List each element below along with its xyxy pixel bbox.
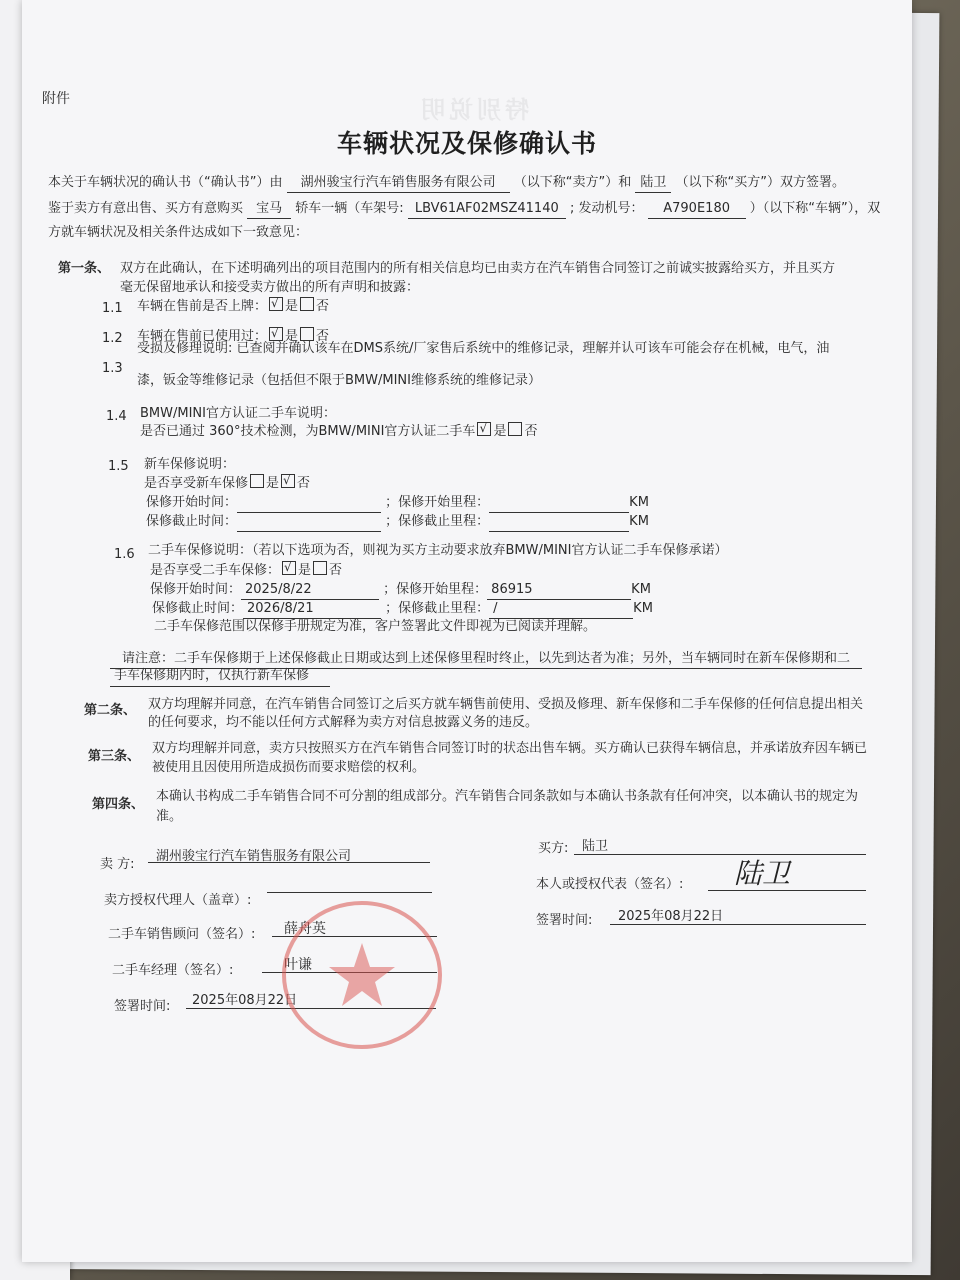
- used-warranty-start-time-field[interactable]: 2025/8/22: [241, 581, 379, 600]
- new-warranty-start-time: 保修开始时间： ；保修开始里程： KM: [146, 494, 649, 513]
- article-3-label: 第三条、: [88, 749, 141, 764]
- bleed-through-text: 特别说明: [417, 96, 529, 124]
- used-warranty-yes-checkbox[interactable]: [282, 561, 296, 575]
- article-2-text-cont: 的任何要求，均不能以任何方式解释为卖方对信息披露义务的违反。: [148, 715, 539, 730]
- item-1-6-title: 二手车保修说明：（若以下选项为否，则视为买方主动要求放弃BMW/MINI官方认证二手车保修承诺）: [148, 543, 728, 558]
- article-1-text: 双方在此确认，在下述明确列出的项目范围内的所有相关信息均已由卖方在汽车销售合同签订之前诚实披露给买方，并且买方: [120, 261, 836, 276]
- item-1-3-number: 1.3: [102, 361, 123, 376]
- brand-field: 宝马: [247, 200, 291, 219]
- used-no-checkbox[interactable]: [300, 327, 314, 341]
- used-warranty-end-time-field[interactable]: 2026/8/21: [243, 600, 381, 619]
- seller-line: [148, 862, 430, 863]
- buyer-value: 陆卫: [582, 839, 609, 854]
- item-1-3-text-cont: 漆，钣金等维修记录（包括但不限于BMW/MINI维修系统的维修记录）: [137, 373, 541, 388]
- item-1-5-question: 是否享受新车保修 是√ 否: [144, 474, 310, 493]
- engine-number-field: A790E180: [648, 200, 746, 219]
- article-4-text: 本确认书构成二手车销售合同不可分割的组成部分。汽车销售合同条款如与本确认书条款有任何冲突，以本确认书的规定为: [156, 789, 859, 804]
- new-warranty-yes-checkbox[interactable]: [250, 474, 264, 488]
- vin-field: LBV61AF02MSZ41140: [408, 200, 566, 219]
- manager-signature: 叶谦: [284, 957, 312, 973]
- article-1-label: 第一条、: [58, 261, 111, 276]
- buyer-rep-label: 本人或授权代表（签名）:: [536, 877, 684, 892]
- sales-advisor-signature: 薛舟英: [284, 921, 326, 937]
- seller-date-label: 签署时间:: [114, 999, 171, 1014]
- buyer-date-line: [610, 924, 866, 925]
- item-1-5-title: 新车保修说明：: [144, 457, 236, 472]
- item-1-2-number: 1.2: [102, 331, 123, 346]
- new-warranty-end-km-field[interactable]: [489, 513, 629, 532]
- article-2-label: 第二条、: [84, 703, 137, 718]
- new-warranty-end-time-field[interactable]: [237, 513, 381, 532]
- item-1-6-number: 1.6: [114, 547, 135, 562]
- seller-agent-line: [267, 892, 432, 893]
- new-warranty-start-km-field[interactable]: [489, 494, 629, 513]
- attachment-label: 附件: [42, 91, 70, 107]
- item-1-4-question: 是否已通过 360°技术检测，为BMW/MINI官方认证二手车√ 是 否: [140, 422, 537, 441]
- item-1-4-title: BMW/MINI官方认证二手车说明：: [140, 406, 336, 421]
- used-warranty-end: 保修截止时间： 2026/8/21 ；保修截止里程： / KM: [152, 600, 653, 619]
- item-1-3-text: 受损及修理说明: 已查阅并确认该车在DMS系统/厂家售后系统中的维修记录，理解并认可该车可能会存在机械，电气，油: [137, 341, 830, 356]
- notice-line-2: 手车保修期内时，仅执行新车保修: [114, 668, 310, 683]
- document-page: [22, 0, 912, 1262]
- used-warranty-end-km-field[interactable]: /: [489, 600, 633, 619]
- seller-name-field: 湖州骏宝行汽车销售服务有限公司: [287, 174, 510, 193]
- article-4-label: 第四条、: [92, 797, 145, 812]
- article-3-text: 双方均理解并同意，卖方只按照买方在汽车销售合同签订时的状态出售车辆。买方确认已获得车辆信息，并承诺放弃因车辆已: [152, 741, 868, 756]
- used-warranty-start-km-field[interactable]: 86915: [487, 581, 631, 600]
- buyer-rep-line: [708, 890, 866, 891]
- buyer-date-label: 签署时间:: [536, 913, 593, 928]
- item-1-6-question: 是否享受二手车保修：√ 是 否: [150, 561, 342, 580]
- seller-value: 湖州骏宝行汽车销售服务有限公司: [156, 849, 352, 864]
- new-warranty-no-checkbox[interactable]: [281, 474, 295, 488]
- seller-label: 卖 方:: [100, 857, 135, 872]
- buyer-date: 2025年08月22日: [618, 909, 724, 924]
- company-seal: [277, 895, 447, 1055]
- item-1-4-number: 1.4: [106, 409, 127, 424]
- used-yes-checkbox[interactable]: [269, 327, 283, 341]
- intro-line-1: 本关于车辆状况的确认书（“确认书”）由 湖州骏宝行汽车销售服务有限公司 （以下称“卖方”）和 陆卫 （以下称“买方”）双方签署。: [48, 174, 845, 193]
- certified-no-checkbox[interactable]: [508, 422, 522, 436]
- article-2-text: 双方均理解并同意，在汽车销售合同签订之后买方就车辆售前使用、受损及修理、新车保修和二手车保修的任何信息提出相关: [148, 697, 864, 712]
- item-1-1: 车辆在售前是否上牌：√ 是 否: [137, 297, 329, 316]
- used-warranty-no-checkbox[interactable]: [313, 561, 327, 575]
- article-1-text-cont: 毫无保留地承认和接受卖方做出的所有声明和披露：: [120, 280, 420, 295]
- item-1-5-number: 1.5: [108, 459, 129, 474]
- document-title: 车辆状况及保修确认书: [336, 129, 597, 158]
- certified-yes-checkbox[interactable]: [477, 422, 491, 436]
- notice-line-1: 请注意：二手车保修期于上述保修截止日期或达到上述保修里程时终止，以先到达者为准；另外，当车辆同时在新车保修期和二: [122, 651, 851, 666]
- buyer-signature: 陆卫: [734, 857, 791, 890]
- plate-yes-checkbox[interactable]: [269, 297, 283, 311]
- article-4-text-cont: 准。: [156, 809, 183, 824]
- buyer-line: [574, 854, 866, 855]
- intro-line-2: 鉴于卖方有意出售、买方有意购买 宝马 轿车一辆（车架号: LBV61AF02MSZ41140 ; 发动机号： A790E180 ）（以下称“车辆”），双: [48, 200, 880, 219]
- used-warranty-note: 二手车保修范围以保修手册规定为准，客户签署此文件即视为已阅读并理解。: [154, 619, 597, 634]
- seller-date: 2025年08月22日: [192, 993, 298, 1008]
- buyer-name-field: 陆卫: [635, 174, 671, 193]
- manager-label: 二手车经理（签名）:: [112, 963, 234, 978]
- intro-line-3: 方就车辆状况及相关条件达成如下一致意见：: [48, 225, 309, 240]
- sales-advisor-label: 二手车销售顾问（签名）:: [108, 927, 256, 942]
- item-1-2: 车辆在售前已使用过：√ 是 否: [137, 327, 329, 346]
- buyer-label: 买方:: [538, 841, 569, 856]
- plate-no-checkbox[interactable]: [300, 297, 314, 311]
- item-1-1-number: 1.1: [102, 301, 123, 316]
- used-warranty-start: 保修开始时间： 2025/8/22 ；保修开始里程： 86915 KM: [150, 581, 651, 600]
- new-warranty-end-time: 保修截止时间： ；保修截止里程： KM: [146, 513, 649, 532]
- notice-underline-2: [110, 686, 330, 687]
- new-warranty-start-time-field[interactable]: [237, 494, 381, 513]
- article-3-text-cont: 被使用且因使用所造成损伤而要求赔偿的权利。: [152, 760, 426, 775]
- seller-agent-label: 卖方授权代理人（盖章）:: [104, 893, 252, 908]
